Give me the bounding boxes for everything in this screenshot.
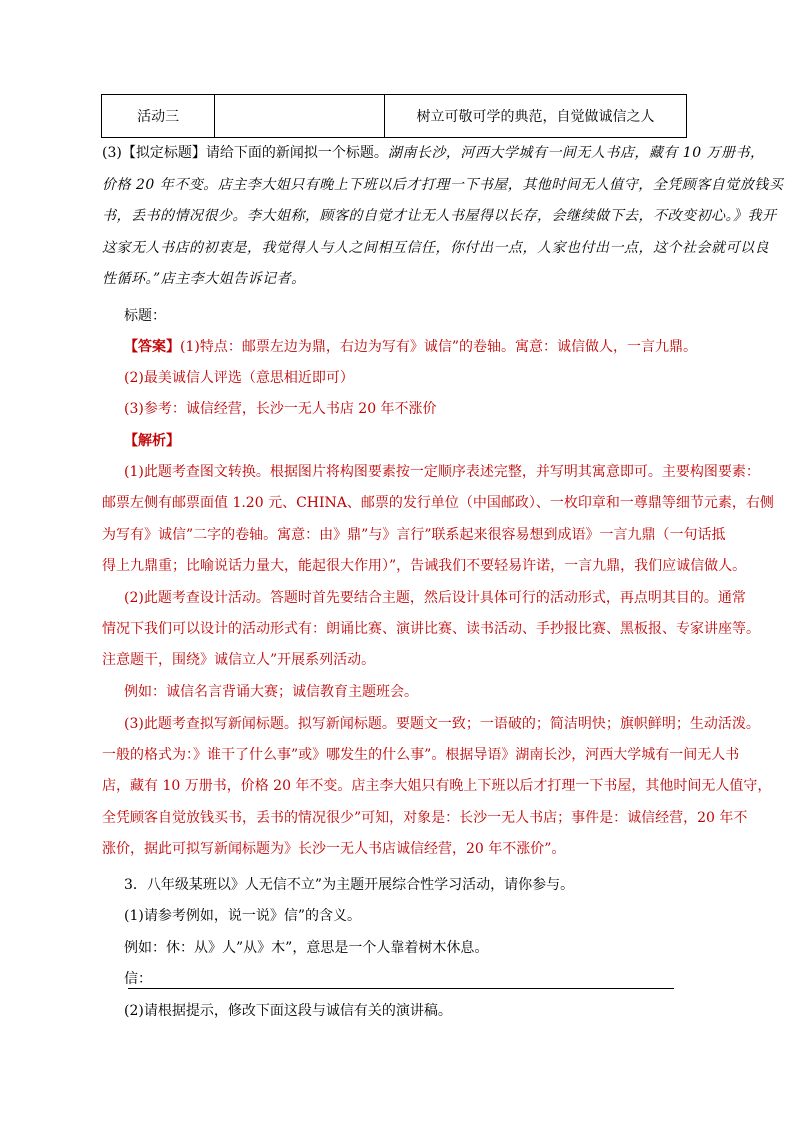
activity-table bbox=[101, 94, 687, 138]
news-line: 性循环。”店主李大姐告诉记者。 bbox=[102, 271, 306, 287]
news-line: 书，丢书的情况很少。李大姐称，顾客的自觉才让无人书屋得以长存，会继续做下去，不改变初心。》我开 bbox=[102, 208, 777, 224]
news-line: 湖南长沙，河西大学城有一间无人书店，藏有 10 万册书， bbox=[387, 145, 765, 161]
answer-item: (3)参考：诚信经营，长沙一无人书店 20 年不涨价 bbox=[124, 401, 437, 417]
analysis-p3-line: 店，藏有 10 万册书，价格 20 年不变。店主李大姐只有晚上下班以后才打理一下书屋，其他时间无人值守， bbox=[102, 778, 772, 794]
table-cell-goal: 树立可敬可学的典范，自觉做诚信之人 bbox=[385, 95, 687, 138]
analysis-p1-line: 邮票左侧有邮票面值 1.20 元、CHINA、邮票的发行单位（中国邮政）、一枚印章和一尊鼎等细节元素，右侧 bbox=[102, 495, 774, 511]
analysis-example: 例如：诚信名言背诵大赛；诚信教育主题班会。 bbox=[124, 684, 418, 700]
analysis-p2-line: (2)此题考查设计活动。答题时首先要结合主题，然后设计具体可行的活动形式，再点明其目的。通常 bbox=[124, 590, 746, 606]
table-cell-blank bbox=[215, 95, 385, 138]
analysis-p2-line: 注意题干，围绕》诚信立人”开展系列活动。 bbox=[102, 652, 376, 668]
news-line: 价格 20 年不变。店主李大姐只有晚上下班以后才打理一下书屋，其他时间无人值守，全凭顾客自觉放钱买 bbox=[102, 177, 784, 193]
analysis-p1-line: 得上九鼎重；比喻说话力量大，能起很大作用）”，告诫我们不要轻易许诺，一言九鼎，我们应诚信做人。 bbox=[102, 558, 747, 574]
answer-label: 【答案】 bbox=[124, 339, 180, 355]
analysis-label: 【解析】 bbox=[124, 433, 180, 449]
question3-line1 bbox=[102, 143, 765, 163]
answer-item: (2)最美诚信人评选（意思相近即可） bbox=[124, 370, 354, 386]
question3-head: (3)【拟定标题】请给下面的新闻拟一个标题。 bbox=[102, 145, 388, 161]
analysis-p3-line: (3)此题考查拟写新闻标题。拟写新闻标题。要题文一致；一语破的；简洁明快；旗帜鲜明；生动活泼。 bbox=[124, 716, 760, 732]
analysis-p1-line: 为写有》诚信”二字的卷轴。寓意：由》鼎”与》言行”联系起来很容易想到成语》一言九鼎（一句话抵 bbox=[102, 527, 726, 543]
analysis-p3-line: 全凭顾客自觉放钱买书，丢书的情况很少”可知，对象是：长沙一无人书店；事件是：诚信经营，20 年不 bbox=[102, 810, 748, 826]
news-line: 这家无人书店的初衷是，我觉得人与人之间相互信任，你付出一点，人家也付出一点，这个社会就可以良 bbox=[102, 240, 769, 256]
question3-sub2: (2)请根据提示，修改下面这段与诚信有关的演讲稿。 bbox=[124, 1003, 452, 1019]
question3-intro: 3．八年级某班以》人无信不立”为主题开展综合性学习活动，请你参与。 bbox=[124, 877, 575, 893]
table-row bbox=[102, 95, 687, 138]
blank-label: 信： bbox=[124, 971, 152, 987]
answer-blank-line[interactable] bbox=[128, 988, 674, 989]
analysis-p1-line: (1)此题考查图文转换。根据图片将构图要素按一定顺序表述完整，并写明其寓意即可。主要构图要素： bbox=[124, 464, 760, 480]
analysis-p3-line: 一般的格式为：》谁干了什么事”或》哪发生的什么事”。根据导语》湖南长沙，河西大学城有一间无人书 bbox=[102, 747, 740, 763]
answer-line1 bbox=[124, 337, 724, 357]
table-cell-activity: 活动三 bbox=[102, 95, 215, 138]
answer-item: (1)特点：邮票左边为鼎，右边为写有》诚信”的卷轴。寓意：诚信做人，一言九鼎。 bbox=[180, 339, 697, 355]
question3-sub1: (1)请参考例如，说一说》信”的含义。 bbox=[124, 908, 361, 924]
analysis-p2-line: 情况下我们可以设计的活动形式有：朗诵比赛、演讲比赛、读书活动、手抄报比赛、黑板报、专家讲座等。 bbox=[102, 621, 760, 637]
analysis-p3-line: 涨价，据此可拟写新闻标题为》长沙一无人书店诚信经营，20 年不涨价”。 bbox=[102, 841, 566, 857]
question3-example: 例如：休：从》人”从》木”，意思是一个人靠着树木休息。 bbox=[124, 940, 489, 956]
title-label: 标题： bbox=[124, 308, 166, 324]
